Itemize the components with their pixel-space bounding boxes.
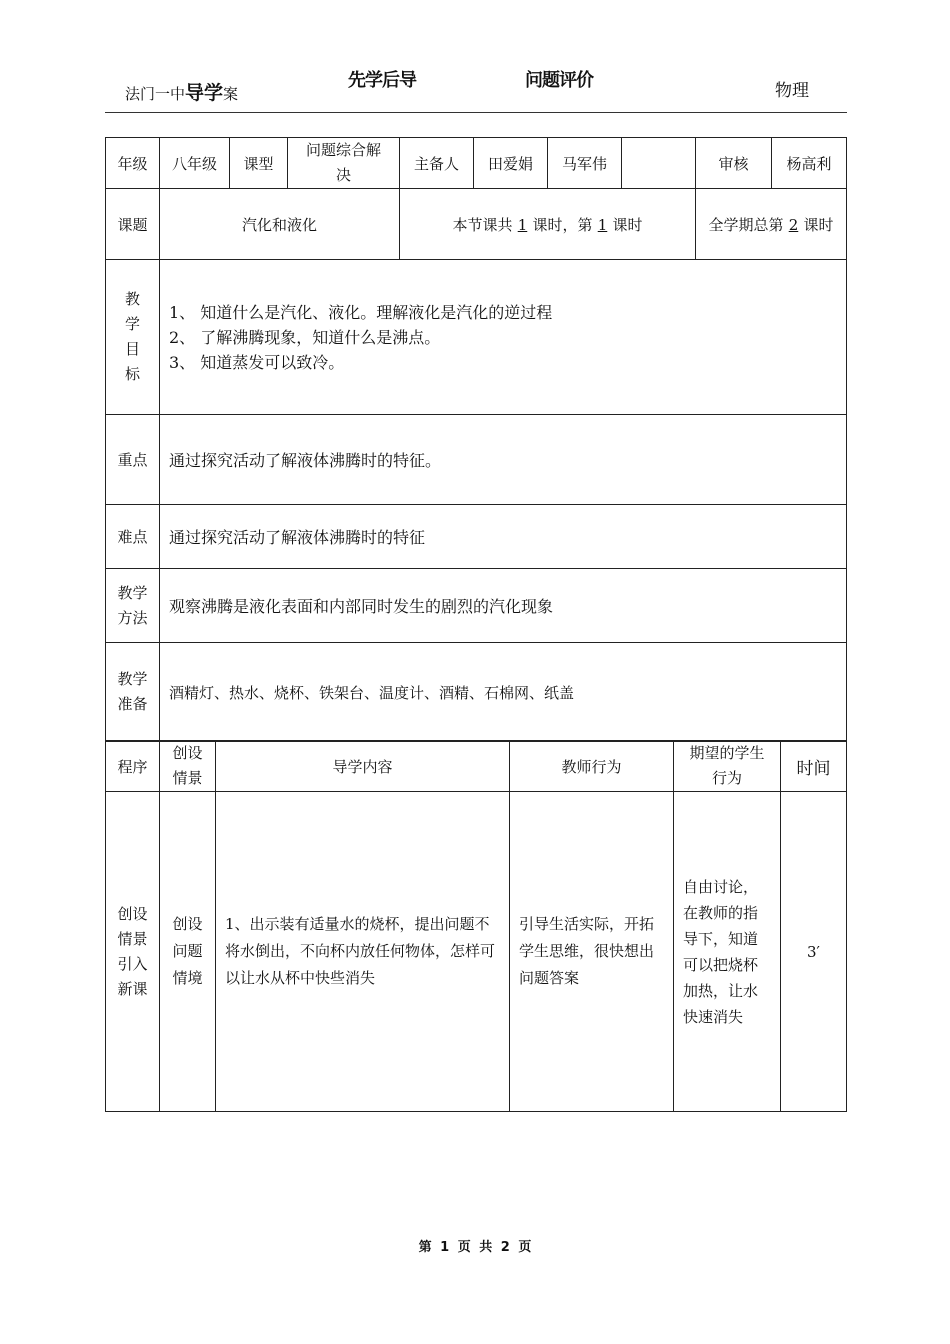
- difficulty-row: [106, 505, 847, 569]
- student-cell: 自由讨论，在教师的指导下，知道可以把烧杯加热，让水快速消失: [674, 792, 781, 1112]
- reviewer-value: 杨高利: [772, 138, 847, 189]
- info-row: [106, 138, 847, 189]
- step-header: 程序: [106, 741, 160, 792]
- preparation-row: [106, 643, 847, 742]
- preparer-3: [622, 138, 696, 189]
- page-footer: 第 1 页 共 2 页: [418, 1240, 532, 1255]
- type-label: 课型: [230, 138, 288, 189]
- objective-item: 3、 知道蒸发可以致冷。: [169, 352, 345, 372]
- key-point-row: [106, 415, 847, 505]
- difficulty-label: 难点: [106, 505, 160, 569]
- preparer-2: 马军伟: [548, 138, 622, 189]
- objective-item: 2、 了解沸腾现象，知道什么是沸点。: [169, 327, 441, 347]
- subject-name: 物理: [775, 81, 809, 101]
- objectives-list: [160, 260, 847, 415]
- process-header-row: [106, 741, 847, 792]
- grade-label: 年级: [106, 138, 160, 189]
- scene-header: 创设情景: [160, 741, 216, 792]
- time-cell: 3′: [781, 792, 847, 1112]
- scene-cell: 创设问题情境: [160, 792, 216, 1112]
- preparation-value: 酒精灯、热水、烧杯、铁架台、温度计、酒精、石棉网、纸盖: [160, 643, 847, 742]
- topic-value: 汽化和液化: [160, 189, 400, 260]
- preparation-label: 教学准备: [106, 643, 160, 742]
- grade-value: 八年级: [160, 138, 230, 189]
- objectives-row: [106, 260, 847, 415]
- topic-label: 课题: [106, 189, 160, 260]
- content-header: 导学内容: [216, 741, 510, 792]
- teaching-mode: 先学后导: [348, 70, 416, 91]
- topic-row: [106, 189, 847, 260]
- preparer-1: 田爱娟: [474, 138, 548, 189]
- objective-item: 1、 知道什么是汽化、液化。理解液化是汽化的逆过程: [169, 302, 553, 322]
- session-info: 本节课共 1 课时，第 1 课时: [400, 189, 696, 260]
- process-row: [106, 792, 847, 1112]
- lesson-info-table: [105, 137, 847, 742]
- teacher-cell: 引导生活实际，开拓学生思维，很快想出问题答案: [510, 792, 674, 1112]
- preparer-label: 主备人: [400, 138, 474, 189]
- method-row: [106, 569, 847, 643]
- difficulty-value: 通过探究活动了解液体沸腾时的特征: [160, 505, 847, 569]
- process-table: [105, 740, 847, 1112]
- review-label: 审核: [696, 138, 772, 189]
- content-cell: 1、出示装有适量水的烧杯，提出问题不将水倒出，不向杯内放任何物体，怎样可以让水从杯中快些消失: [216, 792, 510, 1112]
- step-cell: 创设情景引入新课: [106, 792, 160, 1112]
- method-value: 观察沸腾是液化表面和内部同时发生的剧烈的汽化现象: [160, 569, 847, 643]
- page-header: [105, 60, 847, 113]
- time-header: 时间: [781, 741, 847, 792]
- key-point-value: 通过探究活动了解液体沸腾时的特征。: [160, 415, 847, 505]
- objectives-label: 教学目标: [106, 260, 160, 415]
- student-header: 期望的学生行为: [674, 741, 781, 792]
- key-point-label: 重点: [106, 415, 160, 505]
- school-name: 法门一中导学案: [125, 82, 239, 104]
- method-label: 教学方法: [106, 569, 160, 643]
- teacher-header: 教师行为: [510, 741, 674, 792]
- type-value: 问题综合解决: [288, 138, 400, 189]
- evaluation-mode: 问题评价: [525, 70, 593, 91]
- term-info: 全学期总第 2 课时: [696, 189, 847, 260]
